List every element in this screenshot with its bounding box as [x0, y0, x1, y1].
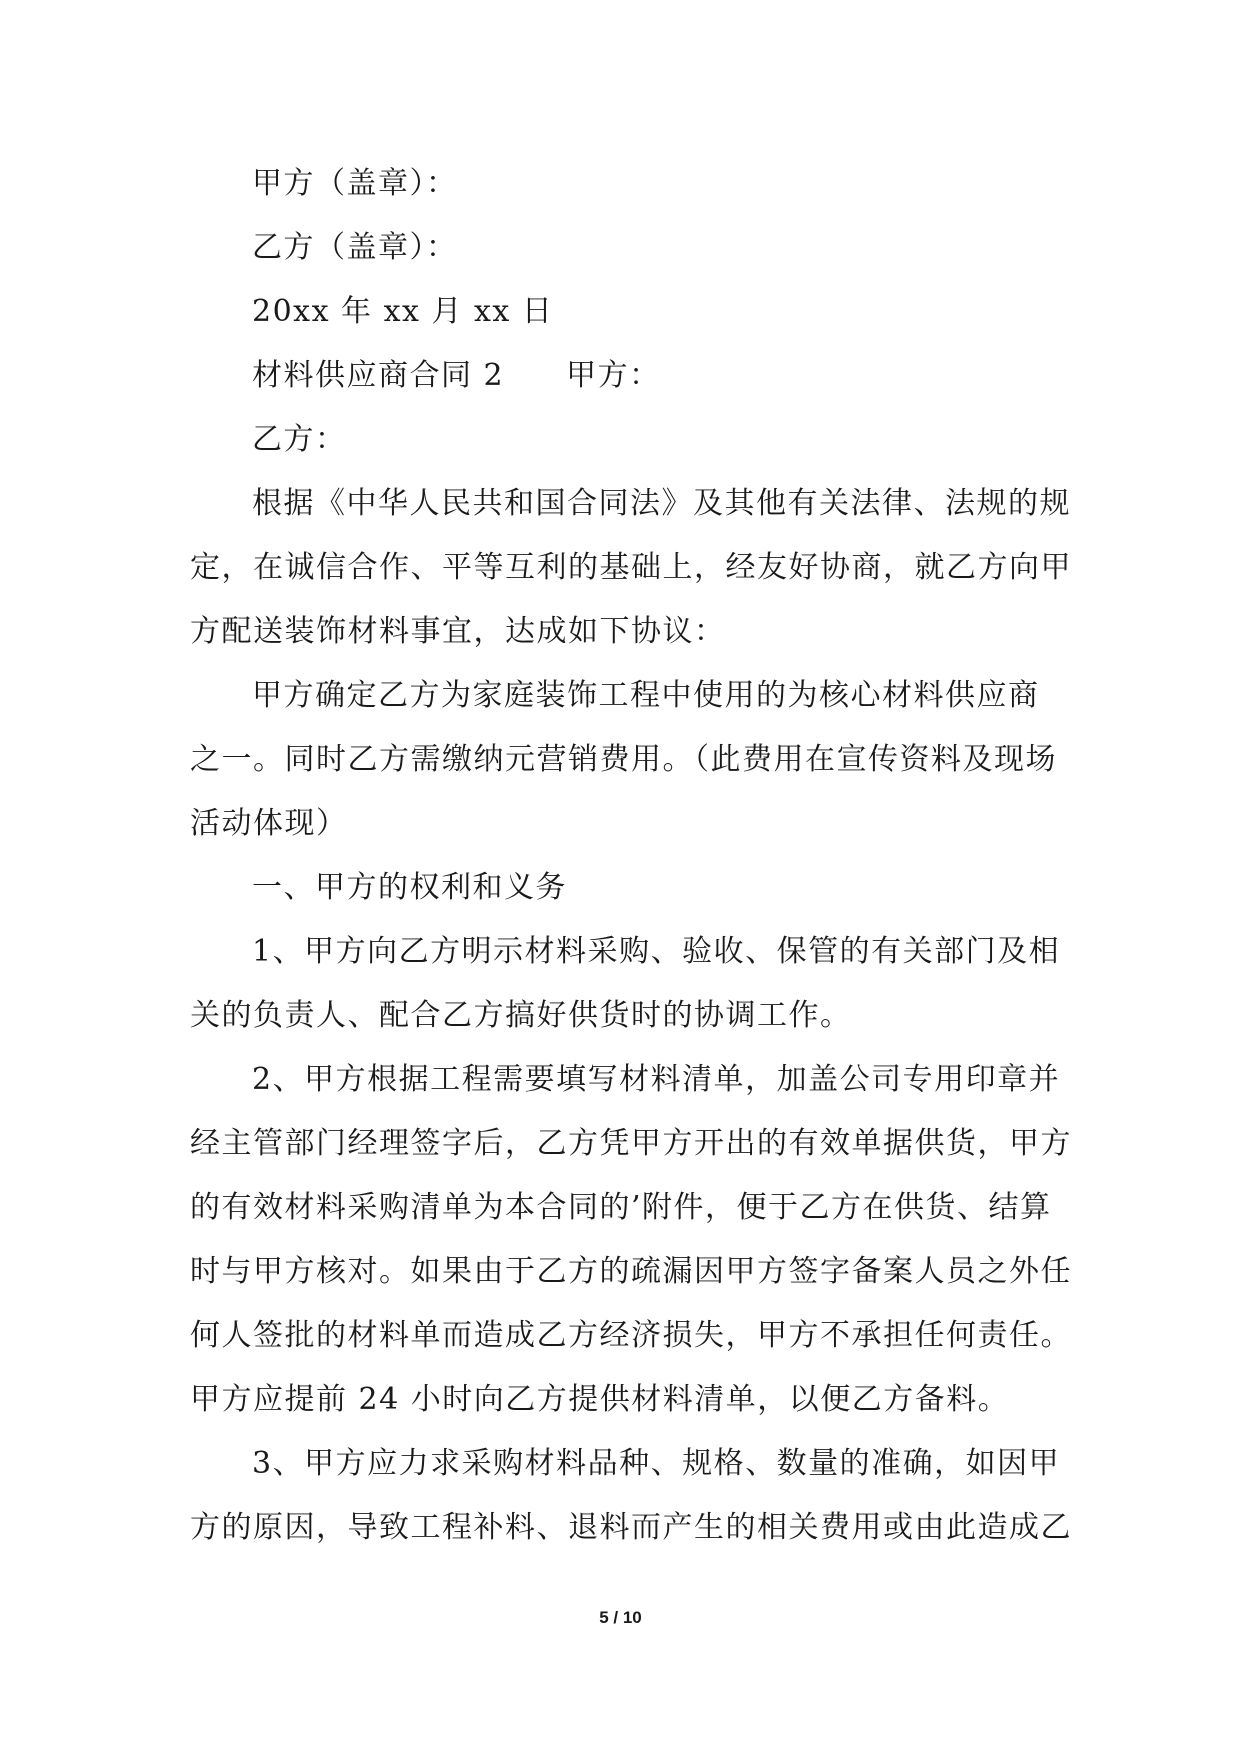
party-a-seal-line: 甲方（盖章）：: [252, 166, 458, 201]
clause1-line-1: 1、甲方向乙方明示材料采购、验收、保管的有关部门及相: [252, 934, 1061, 969]
clause2-line-1: 2、甲方根据工程需要填写材料清单，加盖公司专用印章并: [252, 1062, 1061, 1097]
party-b-seal-line: 乙方（盖章）：: [252, 230, 458, 265]
page-number: 5 / 10: [599, 1608, 642, 1627]
contract-title: 材料供应商合同 2: [252, 358, 505, 393]
designation-line-1: 甲方确定乙方为家庭装饰工程中使用的为核心材料供应商: [252, 678, 1040, 713]
intro-line-3: 方配送装饰材料事宜，达成如下协议：: [190, 614, 726, 649]
clause2-line-5: 何人签批的材料单而造成乙方经济损失，甲方不承担任何责任。: [190, 1318, 1072, 1353]
intro-line-1: 根据《中华人民共和国合同法》及其他有关法律、法规的规: [252, 486, 1071, 521]
section-heading: 一、甲方的权利和义务: [252, 870, 567, 905]
party-a-label: 甲方：: [566, 358, 661, 393]
intro-line-2: 定，在诚信合作、平等互利的基础上，经友好协商，就乙方向甲: [190, 550, 1072, 585]
contract-title-line: [252, 356, 661, 396]
clause2-line-6: 甲方应提前 24 小时向乙方提供材料清单，以便乙方备料。: [190, 1382, 1010, 1417]
designation-line-3: 活动体现）: [190, 806, 348, 841]
clause2-line-4: 时与甲方核对。如果由于乙方的疏漏因甲方签字备案人员之外任: [190, 1254, 1072, 1289]
clause2-line-3: 的有效材料采购清单为本合同的’附件，便于乙方在供货、结算: [190, 1190, 1052, 1225]
clause3-line-2: 方的原因，导致工程补料、退料而产生的相关费用或由此造成乙: [190, 1510, 1072, 1545]
party-b-label: 乙方：: [252, 422, 347, 457]
clause1-line-2: 关的负责人、配合乙方搞好供货时的协调工作。: [190, 998, 852, 1033]
signature-date: 20xx 年 xx 月 xx 日: [252, 294, 554, 329]
clause3-line-1: 3、甲方应力求采购材料品种、规格、数量的准确，如因甲: [252, 1446, 1061, 1481]
designation-line-2: 之一。同时乙方需缴纳元营销费用。（此费用在宣传资料及现场: [190, 742, 1057, 777]
clause2-line-2: 经主管部门经理签字后，乙方凭甲方开出的有效单据供货，甲方: [190, 1126, 1072, 1161]
